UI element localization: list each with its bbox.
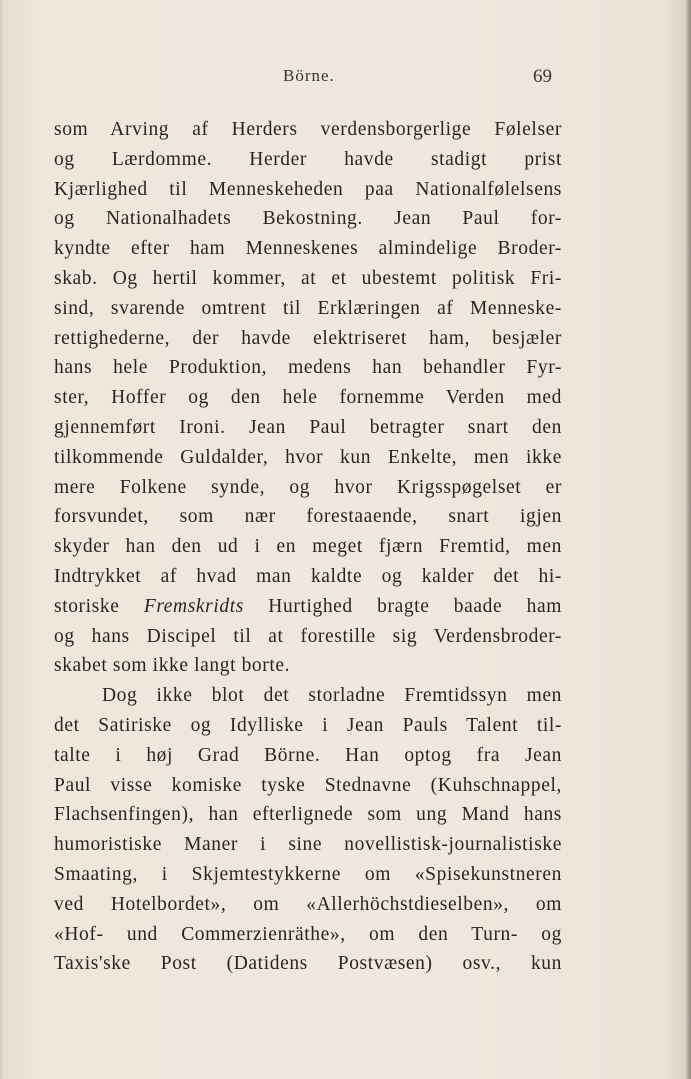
text-line: Smaating, i Skjemtestykkerne om «Spisekunstneren <box>54 863 562 885</box>
text-line: som Arving af Herders verdensborgerlige Følelser <box>54 119 562 140</box>
text-line: hans hele Produktion, medens han behandler Fyr- <box>54 357 562 379</box>
text-line: tilkommende Guldalder, hvor kun Enkelte, men ikke <box>54 446 562 468</box>
text-fragment: storiske <box>54 595 144 617</box>
text-line: og hans Discipel til at forestille sig Verdensbroder- <box>54 625 562 647</box>
text-line: og Lærdomme. Herder havde stadigt prist <box>54 148 562 170</box>
text-line: Kjærlighed til Menneskeheden paa Nationalfølelsens <box>54 178 562 200</box>
text-line: ster, Hoffer og den hele fornemme Verden med <box>54 387 562 409</box>
running-head: Börne. <box>283 66 335 85</box>
text-line: «Hof- und Commerzienräthe», om den Turn- og <box>54 923 562 945</box>
text-line: skab. Og hertil kommer, at et ubestemt politisk Fri- <box>54 267 562 289</box>
text-line: mere Folkene synde, og hvor Krigsspøgelset er <box>54 476 562 498</box>
text-line: Taxis'ske Post (Datidens Postvæsen) osv., kun <box>54 953 562 975</box>
text-line: ved Hotelbordet», om «Allerhöchstdieselben», om <box>54 893 562 915</box>
text-line-with-italic <box>54 592 562 622</box>
text-fragment: Hurtighed bragte baade ham <box>243 595 563 617</box>
page-right-edge <box>686 0 691 1079</box>
text-line: talte i høj Grad Börne. Han optog fra Jean <box>54 744 562 766</box>
page-left-edge <box>0 0 4 1079</box>
text-line: Flachsenfingen), han efterlignede som ung Mand hans <box>54 804 562 826</box>
page-number: 69 <box>533 66 552 87</box>
text-line: Indtrykket af hvad man kaldte og kalder det hi- <box>54 565 562 587</box>
italic-word: Fremskridts <box>143 595 244 617</box>
text-line: og Nationalhadets Bekostning. Jean Paul for- <box>54 208 562 230</box>
body-text <box>54 115 562 979</box>
text-line: rettighederne, der havde elektriseret ham, besjæler <box>54 327 562 349</box>
text-line: skyder han den ud i en meget fjærn Fremtid, men <box>54 536 562 558</box>
text-line: gjennemført Ironi. Jean Paul betragter snart den <box>54 416 562 438</box>
paragraph-first-line: Dog ikke blot det storladne Fremtidssyn men <box>102 685 562 707</box>
text-line: sind, svarende omtrent til Erklæringen af Menneske- <box>54 297 562 319</box>
text-line: forsvundet, som nær forestaaende, snart igjen <box>54 506 562 528</box>
text-line: Paul visse komiske tyske Stednavne (Kuhschnappel, <box>54 774 562 796</box>
text-line: kyndte efter ham Menneskenes almindelige Broder- <box>54 238 562 260</box>
paragraph-last-line: skabet som ikke langt borte. <box>54 655 291 677</box>
text-line: det Satiriske og Idylliske i Jean Pauls Talent til- <box>54 714 562 736</box>
text-line: humoristiske Maner i sine novellistisk-journalistiske <box>54 834 562 856</box>
